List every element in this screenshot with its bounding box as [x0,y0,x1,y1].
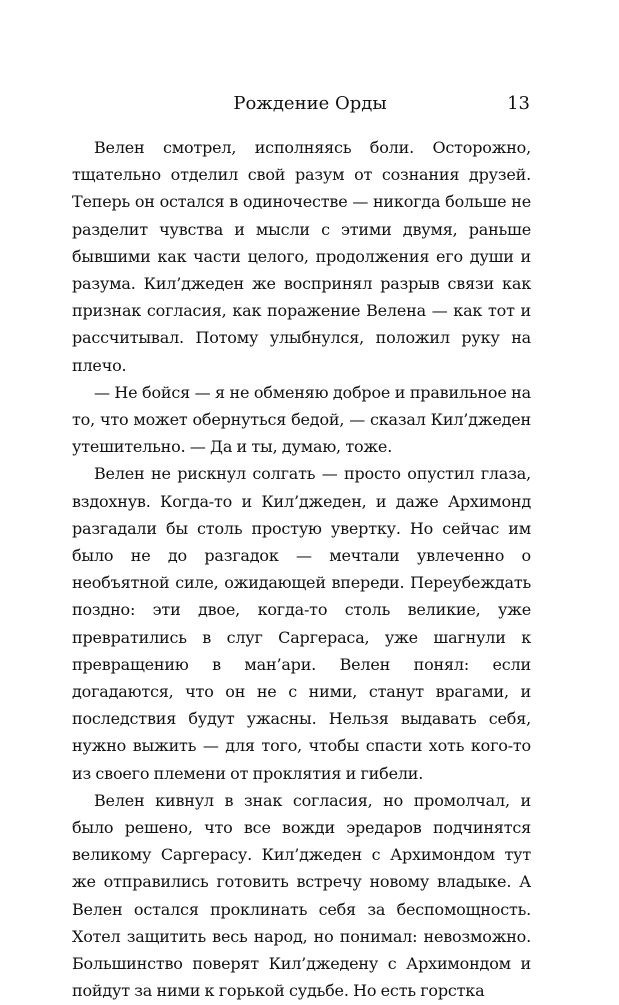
book-title: Рождение Орды [233,93,387,114]
running-header [90,90,530,118]
body-text [72,134,531,1005]
paragraph-2: — Не бойся — я не обменяю доброе и правильное на то, что может обернуться бедой, — сказал Кил’джеден утешительно. — Да и ты, думаю, тоже. [72,382,531,457]
page-number: 13 [507,93,530,114]
paragraph-3: Велен не рискнул солгать — просто опустил глаза, вздохнув. Когда-то и Кил’джеден, и даже Архимонд разгадали бы столь простую увертку. Но сейчас им было не до разгадок — мечтали увлеченно о необъятной силе, ожидающей впереди. Переубеждать поздно: эти двое, когда-то столь великие, уже превратились в слуг Саргераса, уже шагнули к превращению в ман’ари. Велен понял: если догадаются, что он не с ними, станут врагами, и последствия будут ужасны. Нельзя выдавать себя, нужно выжить — для того, чтобы спасти хоть кого-то из своего племени от проклятия и гибели. [72,464,531,783]
paragraph-4: Велен кивнул в знак согласия, но промолчал, и было решено, что все вожди эредаров подчинятся великому Саргерасу. Кил’джеден с Архимондом тут же отправились готовить встречу новому владыке. А Велен остался проклинать себя за беспомощность. Хотел защитить весь народ, но понимал: невозможно. Большинство поверят Кил’джедену с Архимондом и пойдут за ними к горькой судьбе. Но есть горстка [72,790,531,1001]
paragraph-1: Велен смотрел, исполняясь боли. Осторожно, тщательно отделил свой разум от сознания друзей. Теперь он остался в одиночестве — никогда больше не разделит чувства и мысли с этими двумя, раньше бывшими как части целого, продолжения его души и разума. Кил’джеден же воспринял разрыв связи как признак согласия, как поражение Велена — как тот и рассчитывал. Потому улыбнулся, положил руку на плечо. [72,138,531,375]
